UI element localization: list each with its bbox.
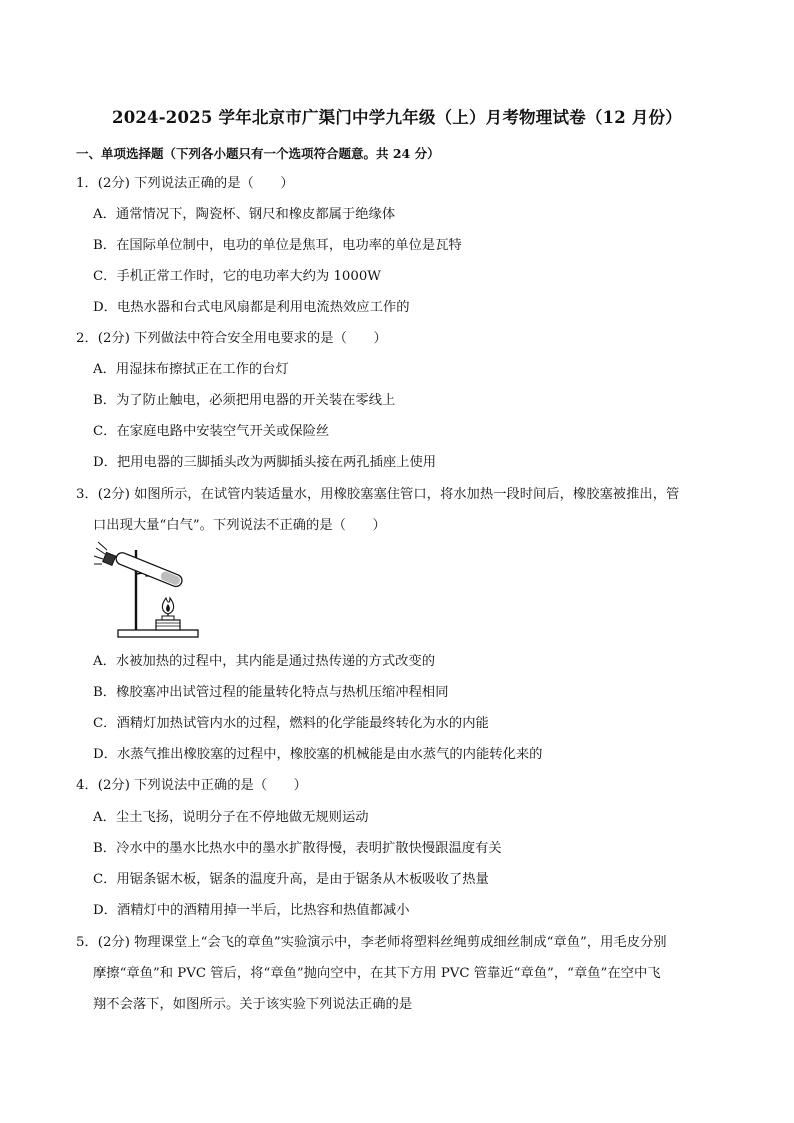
question-5-stem: 5．(2分) 物理课堂上“会飞的章鱼”实验演示中，李老师将塑料丝绳剪成细丝制成“章鱼”，用毛皮分别 <box>76 935 667 950</box>
test-tube-apparatus-illustration <box>92 540 200 648</box>
question-1-option-c: C．手机正常工作时，它的电功率大约为 1000W <box>93 269 381 284</box>
question-2-option-a: A．用湿抹布擦拭正在工作的台灯 <box>93 362 289 377</box>
question-1-option-d: D．电热水器和台式电风扇都是利用电流热效应工作的 <box>93 300 410 315</box>
question-4-stem: 4．(2分) 下列说法中正确的是（ ） <box>76 778 307 793</box>
question-5-stem-continued: 摩擦“章鱼”和 PVC 管后，将“章鱼”抛向空中，在其下方用 PVC 管靠近“章鱼”，“章鱼”在空中飞 <box>93 966 661 981</box>
question-3-option-b: B．橡胶塞冲出试管过程的能量转化特点与热机压缩冲程相同 <box>93 685 449 700</box>
question-2-option-c: C．在家庭电路中安装空气开关或保险丝 <box>93 424 330 439</box>
question-3-option-a: A．水被加热的过程中，其内能是通过热传递的方式改变的 <box>93 654 436 669</box>
question-3-stem-continued: 口出现大量“白气”。下列说法不正确的是（ ） <box>93 518 386 533</box>
question-4-option-a: A．尘土飞扬，说明分子在不停地做无规则运动 <box>93 810 369 825</box>
question-4-option-b: B．冷水中的墨水比热水中的墨水扩散得慢，表明扩散快慢跟温度有关 <box>93 841 502 856</box>
question-4-option-d: D．酒精灯中的酒精用掉一半后，比热容和热值都减小 <box>93 903 410 918</box>
question-2-option-b: B．为了防止触电，必须把用电器的开关装在零线上 <box>93 393 396 408</box>
question-1-option-a: A．通常情况下，陶瓷杯、钢尺和橡皮都属于绝缘体 <box>93 207 396 222</box>
question-2-option-d: D．把用电器的三脚插头改为两脚插头接在两孔插座上使用 <box>93 455 437 470</box>
question-1-option-b: B．在国际单位制中，电功的单位是焦耳，电功率的单位是瓦特 <box>93 238 462 253</box>
question-3-option-c: C．酒精灯加热试管内水的过程，燃料的化学能最终转化为水的内能 <box>93 716 489 731</box>
question-4-option-c: C．用锯条锯木板，锯条的温度升高，是由于锯条从木板吸收了热量 <box>93 872 489 887</box>
section-heading: 一、单项选择题（下列各小题只有一个选项符合题意。共 24 分） <box>76 146 440 161</box>
question-3-stem: 3．(2分) 如图所示，在试管内装适量水，用橡胶塞塞住管口，将水加热一段时间后，橡胶塞被推出，管 <box>76 487 680 502</box>
question-3-option-d: D．水蒸气推出橡胶塞的过程中，橡胶塞的机械能是由水蒸气的内能转化来的 <box>93 747 543 762</box>
page-title: 2024-2025 学年北京市广渠门中学九年级（上）月考物理试卷（12 月份） <box>112 108 682 127</box>
question-2-stem: 2．(2分) 下列做法中符合安全用电要求的是（ ） <box>76 331 387 346</box>
question-5-stem-continued-2: 翔不会落下，如图所示。关于该实验下列说法正确的是 <box>93 997 413 1012</box>
test-tube-heating-figure <box>92 540 200 648</box>
question-1-stem: 1．(2分) 下列说法正确的是（ ） <box>76 176 294 191</box>
